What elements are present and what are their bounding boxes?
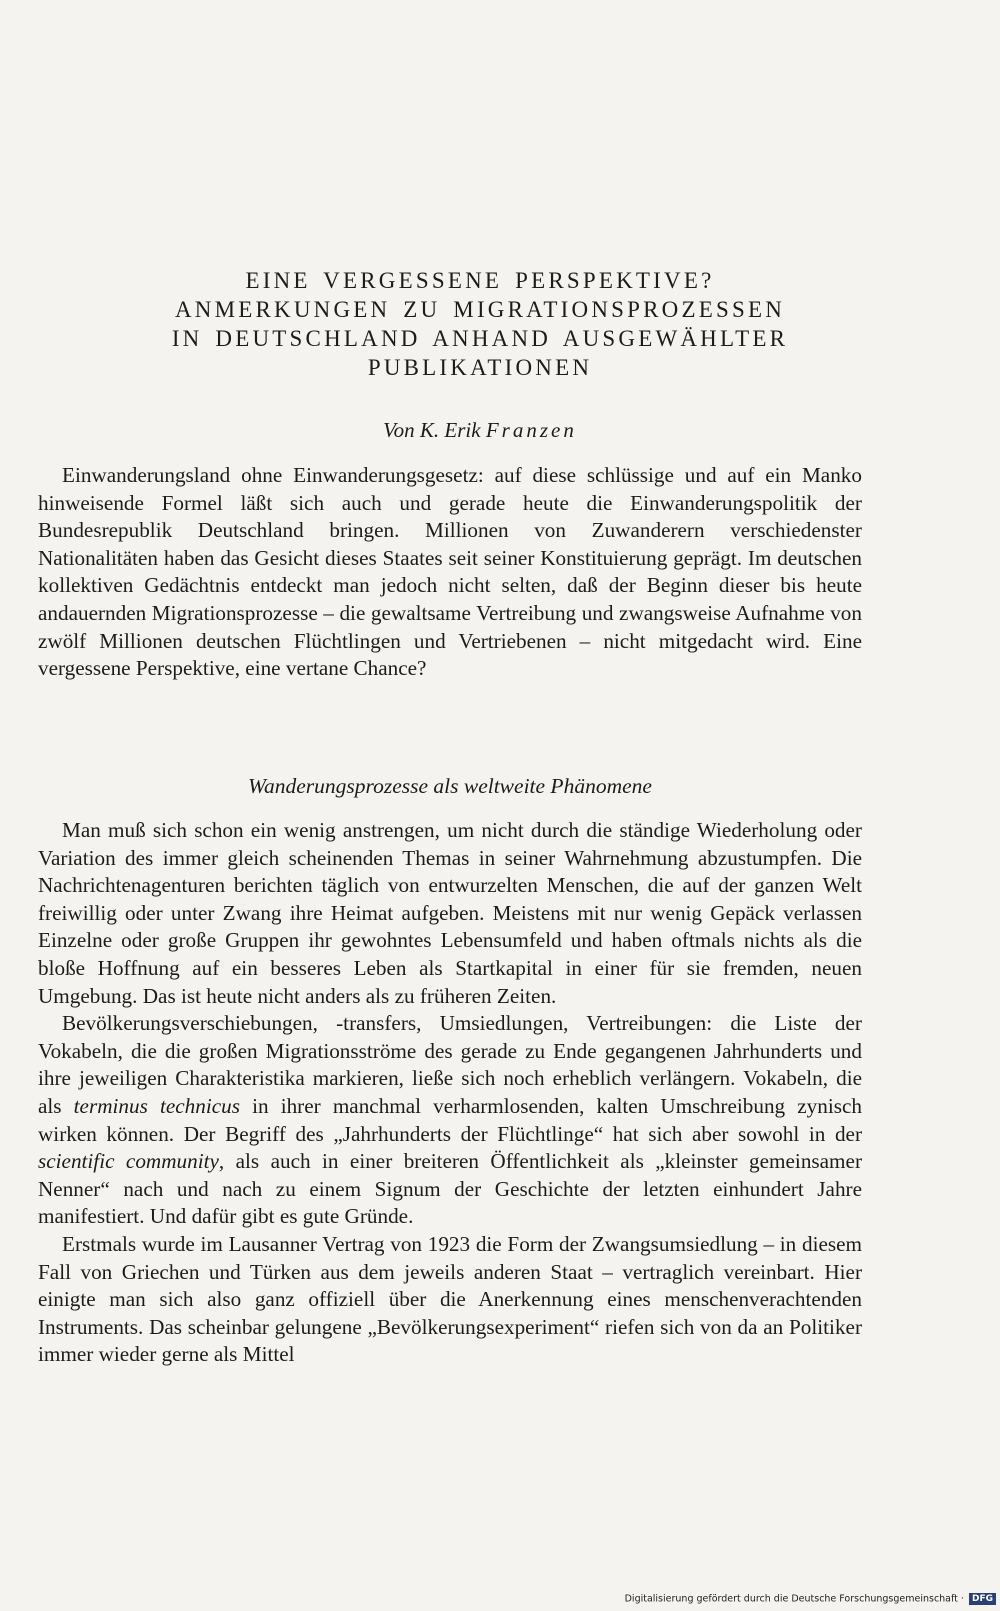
intro-block — [38, 462, 862, 683]
title-line: EINE VERGESSENE PERSPEKTIVE? — [245, 268, 715, 293]
paragraph-text: , als auch in einer breiteren Öffentlichkeit als „kleinster gemeinsamer Nenner“ nach und nach zu einem Signum der Geschichte der letzten einhundert Jahre manifestiert. Und dafür gibt es gute Gründe. — [38, 1149, 862, 1229]
section-heading: Wanderungsprozesse als weltweite Phänomene — [248, 774, 652, 798]
body-paragraph-3: Erstmals wurde im Lausanner Vertrag von 1923 die Form der Zwangsumsiedlung – in diesem Fall von Griechen und Türken aus dem jeweils anderen Staat – vertraglich vereinbart. Hier einigte man sich also ganz offiziell über die Anerkennung eines menschenverachtenden Instruments. Das scheinbar gelungene „Bevölkerungsexperiment“ riefen sich von da an Politiker immer wieder gerne als Mittel — [38, 1231, 862, 1367]
article-title — [60, 266, 900, 382]
body-paragraph-2 — [38, 1010, 862, 1231]
section-body — [38, 817, 862, 1369]
title-line: IN DEUTSCHLAND ANHAND AUSGEWÄHLTER — [171, 326, 789, 351]
paragraph-text: Bevölkerungsverschiebungen, -transfers, Umsiedlungen, Vertreibungen: die Liste der Vokabeln, die die großen Migrationsströme des gerade zu Ende gegangenen Jahrhunderts und ihre jeweiligen Charakteristika markieren, ließe sich noch erheblich verlängern. Vokabeln, die als — [38, 1011, 862, 1118]
author-surname: Franzen — [485, 418, 577, 442]
body-paragraph-1: Man muß sich schon ein wenig anstrengen, um nicht durch die ständige Wiederholung oder Variation des immer gleich scheinenden Themas in seiner Wahrnehmung abzustumpfen. Die Nachrichtenagenturen berichten täglich von entwurzelten Menschen, die auf der ganzen Welt freiwillig oder unter Zwang ihre Heimat aufgeben. Meistens mit nur wenig Gepäck verlassen Einzelne oder große Gruppen ihr gewohntes Lebensumfeld und haben oftmals nichts als die bloße Hoffnung auf ein besseres Leben als Startkapital in einer für sie fremden, neuen Umgebung. Das ist heute nicht anders als zu früheren Zeiten. — [38, 818, 862, 1008]
title-line: ANMERKUNGEN ZU MIGRATIONSPROZESSEN — [174, 297, 786, 322]
dfg-logo-icon: DFG — [969, 1593, 996, 1605]
intro-paragraph: Einwanderungsland ohne Einwanderungsgesetz: auf diese schlüssige und auf ein Manko hinweisende Formel läßt sich auch und gerade heute die Einwanderungspolitik der Bundesrepublik Deutschland bringen. Millionen von Zuwanderern verschiedenster Nationalitäten haben das Gesicht dieses Staates seit seiner Konstituierung geprägt. Im deutschen kollektiven Gedächtnis entdeckt man jedoch nicht selten, daß der Beginn dieser bis heute andauernden Migrationsprozesse – die gewaltsame Vertreibung und zwangsweise Aufnahme von zwölf Millionen deutschen Flüchtlingen und Vertriebenen – nicht mitgedacht wird. Eine vergessene Perspektive, eine vertane Chance? — [38, 463, 862, 681]
author-prefix: Von K. Erik — [383, 418, 481, 442]
footer-text: Digitalisierung gefördert durch die Deutsche Forschungsgemeinschaft · — [624, 1593, 964, 1605]
paragraph-text: in ihrer manchmal verharmlosenden, kalten Umschreibung zynisch wirken können. Der Begriff des „Jahrhunderts der Flüchtlinge“ hat sich aber sowohl in der — [38, 1093, 862, 1146]
title-line: PUBLIKATIONEN — [367, 355, 593, 380]
author-byline — [60, 418, 900, 443]
digitization-footer — [600, 1593, 996, 1605]
italic-term: scientific community — [38, 1149, 219, 1174]
italic-term: terminus technicus — [73, 1093, 240, 1118]
